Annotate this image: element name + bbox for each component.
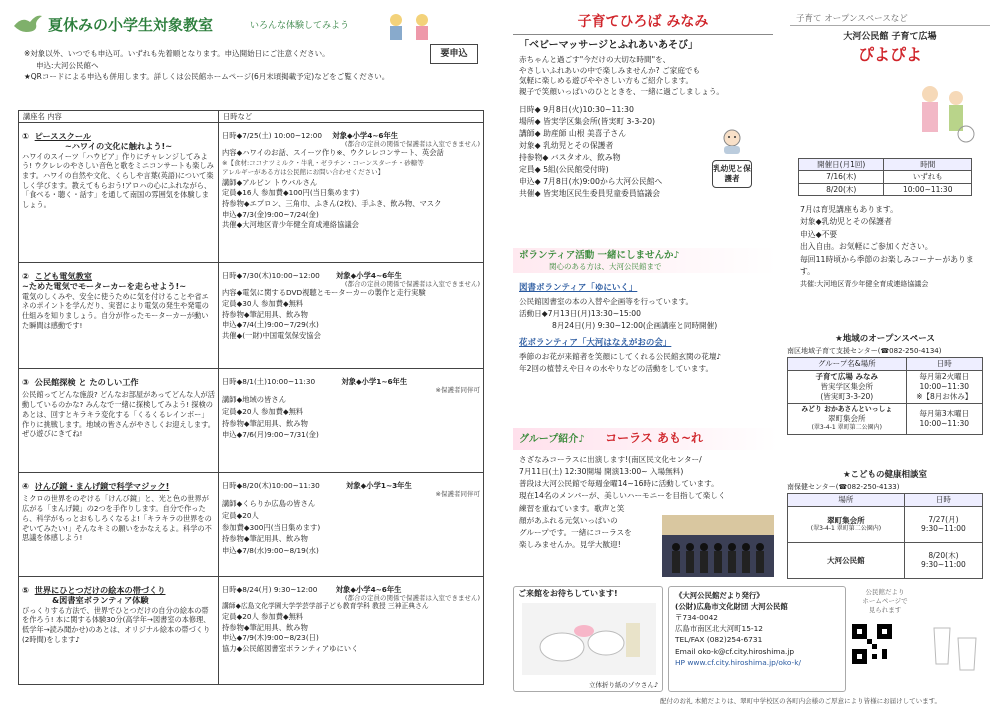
program-title: ピーススクール	[34, 131, 92, 142]
pub-email[interactable]: Email oko-k@cf.city.hiroshima.jp	[675, 646, 795, 656]
program-desc: 公民館ってどんな施設? どんなお部屋があってどんな人が活動しているのかな? みんなで一緒に探検してみよう! 探検のあとは、回すとキラキラ変化する「くるくるレインボー」作りに挑戦します。地域の皆さんがやさしくお迎えします。ぜひ遊びにきてね!	[22, 390, 215, 439]
detail-line: 定員◆16人 参加費◆100円(当日集めます)	[222, 188, 360, 198]
program-desc: ミクロの世界をのぞける「けんび鏡」と、光と色の世界が広がる「まんげ鏡」の2つを手作りします。自分で作ったら、科学がもっとおもしろくなるよ!「キラキラの世界をのぞいてみたい!」そんなキミの願いをかなえるよ。科学の不思議を体感しよう!	[22, 494, 212, 543]
program-date: 日時◆8/20(木)10:00~11:30	[222, 481, 320, 491]
detail-line: 持参物◆ バスタオル、飲み物	[519, 152, 621, 162]
detail-line: 講師◆ 助産師 山根 美喜子さん	[519, 128, 626, 138]
program-details	[219, 473, 484, 577]
note-line: ★QRコードによる申込も併用します。詳しくは公民館ホームページ(6月末頃掲載予定)などをご覧ください。	[24, 72, 390, 82]
program-title: 公民館探検 と たのしい工作	[34, 377, 139, 388]
health-time: 9:30~11:00	[921, 560, 966, 570]
health-addr: (翠3-4-1 翠町第二公園内)	[810, 525, 882, 533]
sched-date: 8/20(木)	[799, 183, 884, 195]
pub-line: TEL/FAX (082)254-6731	[675, 635, 763, 645]
detail-line: 申込◆7/8(水)9:00~8/19(水)	[222, 546, 319, 556]
group-addr: (翠3-4-1 翠町第二公園内)	[811, 424, 882, 432]
program-title: 世界にひとつだけの絵本の帯づくり	[34, 585, 166, 596]
group-name: みどり おかあさんといっしょ	[801, 405, 893, 414]
info-line: 7月は育児講座もあります。	[800, 205, 898, 214]
qr-note-line: 公民館だより	[865, 588, 905, 596]
pub-homepage-link[interactable]: HP www.cf.city.hiroshima.jp/oko-k/	[675, 657, 801, 667]
detail-line: 定員◆20人 参加費◆無料	[222, 612, 304, 622]
detail-line: 内容◆ハワイのお話、スイーツ作り※、ウクレレコンサート、英会話	[222, 148, 444, 158]
group-intro-label: グループ紹介♪	[519, 434, 585, 445]
detail-line: 講師◆地域の皆さん	[222, 395, 286, 405]
group-time: 10:00~11:30	[919, 418, 970, 428]
right-header: 子育て オープンスペースなど	[790, 14, 990, 26]
program-note: ※保護者同伴可	[435, 386, 480, 395]
kids-plaza-title: 子育てひろば みなみ	[513, 14, 773, 35]
sched-time: いずれも	[884, 171, 972, 183]
program-course: ④ けんび鏡・まんげ鏡で科学マジック! ミクロの世界をのぞける「けんび鏡」と、光と色の世界が広がる「まんげ鏡」の2つを手作りします。自分で作ったら、科学がもっとおもしろくなるよ!「キラキラの世界をのぞいてみたい!」そんなキミの願いをかなえるよ。科学の不思議を体感しよう!	[19, 473, 219, 577]
welcome-title: ご来館をお待ちしています!	[518, 589, 618, 598]
flower-desc: 季節のお花が来館者を笑顔にしてくれる公民館玄関の花壇♪	[519, 351, 722, 361]
group-desc: 7月11日(土) 12:30開場 開演13:00~ 入場無料)	[519, 467, 684, 477]
detail-line: 申込◆ 7月8日(水)9:00から大河公民館へ	[519, 176, 663, 186]
apply-required-badge: 要申込	[430, 44, 478, 64]
health-section	[787, 470, 983, 579]
program-details	[219, 577, 484, 685]
flower-volunteer-title: 花ボランティア「大河はなえがおの会」	[519, 338, 672, 349]
group-desc: さざなみコーラスに出演します!(南区民文化センター/	[519, 455, 702, 464]
program-course: ② こども電気教室 ~ためた電気でモーターカーを走らせよう!~ 電気のしくみや、安全に使うために気を付けることや省エネのポイントを学んだり、実習により電気の発生や発電の仕組みを知りましょう。自分が作ったモーターカーが動いた瞬間は感動です!	[19, 263, 219, 369]
open-header: グループ名&場所	[788, 358, 907, 370]
health-title: ★こどもの健康相談室	[842, 470, 928, 480]
pub-line: 〒734-0042	[675, 613, 718, 623]
page-subtitle: いろんな体験してみよう	[250, 21, 350, 31]
library-date: 8月24日(月) 9:30~12:00(企画講座と同時開催)	[552, 321, 718, 331]
piyopiyo-title: ぴよぴよ	[857, 44, 922, 64]
detail-line: 申込◆7/4(土)9:00~7/29(水)	[222, 320, 319, 330]
sched-header: 時間	[884, 159, 972, 171]
group-desc: グループです。一緒にコーラスを	[519, 527, 632, 537]
health-table	[787, 493, 983, 578]
detail-line: 持参物◆筆記用具、飲み物	[222, 309, 308, 319]
health-center: 南保健センター(☎082-250-4133)	[787, 482, 900, 491]
right-column	[790, 14, 990, 65]
detail-line: ※【食材:ココナツミルク・牛乳・ゼラチン・コーンスターチ・砂糖等	[222, 158, 424, 167]
dove-icon	[12, 12, 44, 39]
detail-line: 講師◆広島文化学園大学学芸学部子ども教育学科 教授 三神正典さん	[222, 602, 429, 611]
detail-line: 申込◆7/9(木)9:00~8/23(日)	[222, 633, 319, 643]
intro-line: 気軽に楽しめる遊びややさしい方もご紹介します。	[519, 76, 694, 86]
children-illustration	[384, 12, 436, 45]
target-tag: 乳幼児と保護者	[712, 160, 752, 188]
intro-line: 親子で笑顔いっぱいのひとときを、一緒に過ごしましょう。	[519, 86, 725, 96]
group-desc: 練習を重ねています。歌声と笑	[519, 503, 625, 513]
program-subtitle: &図書室ボランティア体験	[52, 595, 149, 606]
program-course: ⑤ 世界にひとつだけの絵本の帯づくり &図書室ボランティア体験 びっくりする方法で、世界でひとつだけの自分の絵本の帯を作ろう! 本に関する体験30分(高学年→図書室の本修理、低学年→読み聞かせ)のあとは、オリジナル絵本の帯づくり(2時間)をします♪	[19, 577, 219, 685]
detail-line: 申込◆7/6(月)9:00~7/31(金)	[222, 430, 319, 440]
group-time: 毎月第3木曜日	[919, 408, 970, 418]
chorus-photo	[662, 515, 774, 577]
open-header: 日時	[906, 358, 982, 370]
detail-line: 持参物◆筆記用具、飲み物	[222, 534, 308, 544]
venue-title: 大河公民館 子育て広場	[843, 31, 937, 42]
health-time: 9:30~11:00	[921, 524, 966, 534]
detail-line: 共催◆(一財)中国電気保安協会	[222, 330, 321, 340]
volunteer-subtitle: 関心のある方は、大河公民館まで	[549, 261, 662, 271]
detail-line: 場所◆ 皆実学区集会所(皆実町 3-3-20)	[519, 116, 656, 126]
detail-line: 申込◆7/3(金)9:00~7/24(金)	[222, 209, 319, 219]
group-name: 子育て広場 みなみ	[815, 371, 879, 381]
volunteer-section	[513, 248, 777, 375]
program-course: ③ 公民館探検 と たのしい工作 公民館ってどんな施設? どんなお部屋があってどんな人が活動しているのかな? みんなで一緒に探検してみよう! 探検のあとは、回すとキラキラ変化する「くるくるレインボー」作りに挑戦します。地域の皆さんがやさしくお迎えします。ぜひ遊びにきてね!	[19, 369, 219, 473]
info-line: 毎回11時頃から季節のお楽しみコーナーがあります。	[800, 254, 974, 277]
col-header-date: 日時など	[219, 111, 484, 123]
info-line: 出入自由。お気軽にご参加ください。	[800, 242, 933, 252]
program-details	[219, 369, 484, 473]
intro-line: 赤ちゃんと過ごす"今だけの大切な時間"を、	[519, 55, 671, 64]
program-date: 日時◆8/1(土)10:00~11:30	[222, 377, 316, 387]
programs-table	[18, 110, 484, 685]
group-desc: 現在14名のメンバーが、美しいハーモニーを目指して楽しく	[519, 491, 726, 501]
sched-time: 10:00~11:30	[884, 183, 972, 195]
program-title: けんび鏡・まんげ鏡で科学マジック!	[34, 481, 170, 492]
family-illustration	[910, 80, 980, 147]
publisher-box	[668, 586, 846, 692]
note-line: 申込:大河公民館へ	[36, 60, 99, 70]
detail-line: 講師◆くらりか広島の皆さん	[222, 499, 316, 509]
group-name: コーラス あも~れ	[605, 431, 704, 445]
program-note: (都合の定員の関係で保護者は入室できません)	[344, 594, 480, 603]
sched-date: 7/16(木)	[799, 171, 884, 183]
library-date: 活動日◆7月13日(月)13:30~15:00	[519, 309, 641, 319]
group-extra: ※【8月お休み】	[916, 392, 973, 401]
group-place: 翠町集会所	[828, 414, 866, 424]
flower-desc: 年2回の植替えや日々の水やりなどの活動をしています。	[519, 364, 714, 374]
detail-line: 共催◆大河地区青少年健全育成連絡協議会	[222, 220, 359, 230]
open-space-title: ★地域のオープンスペース	[835, 334, 935, 344]
cup-illustration	[928, 618, 982, 677]
detail-line: 内容◆電気に関するDVD視聴とモーターカーの製作と走行実験	[222, 288, 426, 298]
program-course: ① ピーススクール ~ハワイの文化に触れよう!~ ハワイのスイーツ「ハウピア」作りにチャレンジしてみよう! ウクレレのやさしい音色と歌をミニコンサートも楽しみます。ハワイの自然や文化、くらしや言葉(英語)について楽しく学びます。教えてもらおう!アロハの心にふれながら、「食べる・聴く・話す」を通して南国の雰囲気を体験しましょう。	[19, 123, 219, 263]
group-time: 10:00~11:30	[919, 381, 970, 391]
program-target: 対象◆小学4~6年生	[335, 585, 402, 595]
support-center: 南区地域子育て支援センター(☎082-250-4134)	[787, 346, 942, 355]
group-desc: 楽しみませんか。見学大歓迎!	[519, 539, 621, 549]
detail-line: アレルギーがある方は公民館にお問い合わせください】	[222, 168, 385, 177]
detail-line: 持参物◆筆記用具、飲み物	[222, 418, 308, 428]
info-line: 共催:大河地区青少年健全育成連絡協議会	[800, 279, 929, 288]
detail-line: 共催◆ 皆実地区民生委員児童委員協議会	[519, 189, 661, 199]
program-target: 対象◆小学1~3年生	[346, 481, 412, 491]
health-date: 7/27(月)	[928, 514, 959, 524]
piyopiyo-schedule	[798, 158, 972, 196]
program-desc: 電気のしくみや、安全に使うために気を付けることや省エネのポイントを学んだり、実習により電気の発生や発電の仕組みを知りましょう。自分が作ったモーターカーが動いた瞬間は感動です!	[22, 291, 209, 330]
program-note: (都合の定員の関係で保護者は入室できません)	[344, 140, 480, 149]
volunteer-title: ボランティア活動 一緒にしませんか♪	[519, 250, 680, 261]
group-desc: 普段は大河公民館で毎週金曜14~16時に活動しています。	[519, 479, 719, 489]
qr-note-line: 見られます	[868, 605, 902, 614]
detail-line: 講師◆アルビン トウバルさん	[222, 177, 318, 187]
program-details	[219, 263, 484, 369]
detail-line: 参加費◆300円(当日集めます)	[222, 522, 321, 532]
program-target: 対象◆小学1~6年生	[341, 377, 408, 387]
detail-line: 定員◆20人	[222, 511, 259, 521]
program-target: 対象◆小学4~6年生	[332, 131, 399, 141]
program-desc: ハワイのスイーツ「ハウピア」作りにチャレンジしてみよう! ウクレレのやさしい音色と歌をミニコンサートも楽しみます。ハワイの自然や文化、くらしや言葉(英語)について楽しく学びます。教えてもらおう!アロハの心にふれながら、「食べる・聴く・話す」を通して南国の雰囲気を体験しましょう。	[22, 151, 214, 210]
detail-line: 日時◆ 9月8日(火)10:30~11:30	[519, 104, 634, 114]
program-details	[219, 123, 484, 263]
pub-line: (公財)広島市文化財団 大河公民館	[675, 602, 788, 612]
image-caption: 立体折り紙のゾウさん♪	[588, 680, 658, 689]
group-desc: 顔があふれる元気いっぱいの	[519, 515, 618, 525]
group-addr: (皆実町3-3-20)	[820, 392, 874, 401]
detail-line: 定員◆30人 参加費◆無料	[222, 298, 304, 308]
health-header: 場所	[788, 494, 905, 506]
health-place: 大河公民館	[827, 555, 865, 565]
open-space-table	[787, 357, 983, 434]
program-date: 日時◆7/30(木)10:00~12:00	[222, 271, 320, 281]
health-place: 翠町集会所	[827, 515, 865, 525]
health-header: 日時	[904, 494, 982, 506]
qr-code[interactable]	[852, 624, 892, 667]
col-header-course: 講座名 内容	[19, 111, 219, 123]
program-desc: びっくりする方法で、世界でひとつだけの自分の絵本の帯を作ろう! 本に関する体験30分(高学年→図書室の本修理、低学年→読み聞かせ)のあとは、オリジナル絵本の帯づくり(2時間)をします♪	[22, 605, 211, 644]
group-place: 皆実学区集会所	[820, 381, 873, 391]
library-volunteer-title: 図書ボランティア「ゆにいく」	[519, 283, 638, 294]
library-desc: 公民館図書室の本の入替や企画等を行っています。	[519, 296, 694, 306]
program-subtitle: ~ためた電気でモーターカーを走らせよう!~	[22, 281, 187, 292]
note-line: ※対象以外、いつでも申込可。いずれも先着順となります。申込開始日にご注意ください。	[24, 49, 330, 58]
pub-line: 《大河公民館だより発行》	[675, 591, 764, 600]
baby-illustration	[718, 128, 746, 157]
info-line: 申込◆不要	[800, 229, 838, 239]
program-note: (都合の定員の関係で保護者は入室できません)	[344, 280, 480, 289]
welcome-box	[513, 586, 663, 692]
piyopiyo-info	[800, 204, 986, 290]
info-line: 対象◆乳幼児とその保護者	[800, 217, 892, 227]
health-date: 8/20(木)	[928, 550, 959, 560]
detail-line: 定員◆ 5組(公民館受付時)	[519, 164, 609, 174]
notes	[24, 48, 424, 83]
program-date: 日時◆7/25(土) 10:00~12:00	[222, 131, 323, 141]
qr-note	[850, 588, 920, 614]
program-note: ※保護者同伴可	[435, 490, 480, 499]
program-title: こども電気教室	[34, 271, 92, 282]
detail-line: 協力◆公民館図書室ボランティアゆにいく	[222, 643, 359, 653]
detail-line: 持参物◆エプロン、三角巾、ふきん(2枚)、手ふき、飲み物、マスク	[222, 198, 442, 208]
pub-line: 広島市南区北大河町15-12	[675, 624, 763, 634]
program-date: 日時◆8/24(月) 9:30~12:00	[222, 585, 318, 595]
program-target: 対象◆小学4~6年生	[336, 271, 402, 281]
detail-line: 持参物◆筆記用具、飲み物	[222, 622, 308, 632]
open-space-section	[787, 334, 983, 435]
footer-note: 配付のお礼 本館だよりは、翠町中学校区の各町内会様のご厚意により皆様にお届けしています。	[660, 697, 942, 705]
detail-line: 定員◆20人 参加費◆無料	[222, 407, 304, 417]
origami-elephant-image	[522, 603, 656, 678]
sched-header: 開催日(月1回)	[799, 159, 884, 171]
qr-note-line: ホームページで	[862, 596, 908, 605]
page-title: 夏休みの小学生対象教室	[48, 16, 214, 34]
program-subtitle: ~ハワイの文化に触れよう!~	[64, 141, 173, 152]
intro-line: やさしいふれあいの中で楽しみませんか? ご家庭でも	[519, 65, 701, 75]
event-title: 「ベビーマッサージとふれあいあそび」	[519, 39, 698, 51]
detail-line: 対象◆ 乳幼児とその保護者	[519, 140, 614, 150]
group-time: 毎月第2火曜日	[919, 371, 970, 381]
